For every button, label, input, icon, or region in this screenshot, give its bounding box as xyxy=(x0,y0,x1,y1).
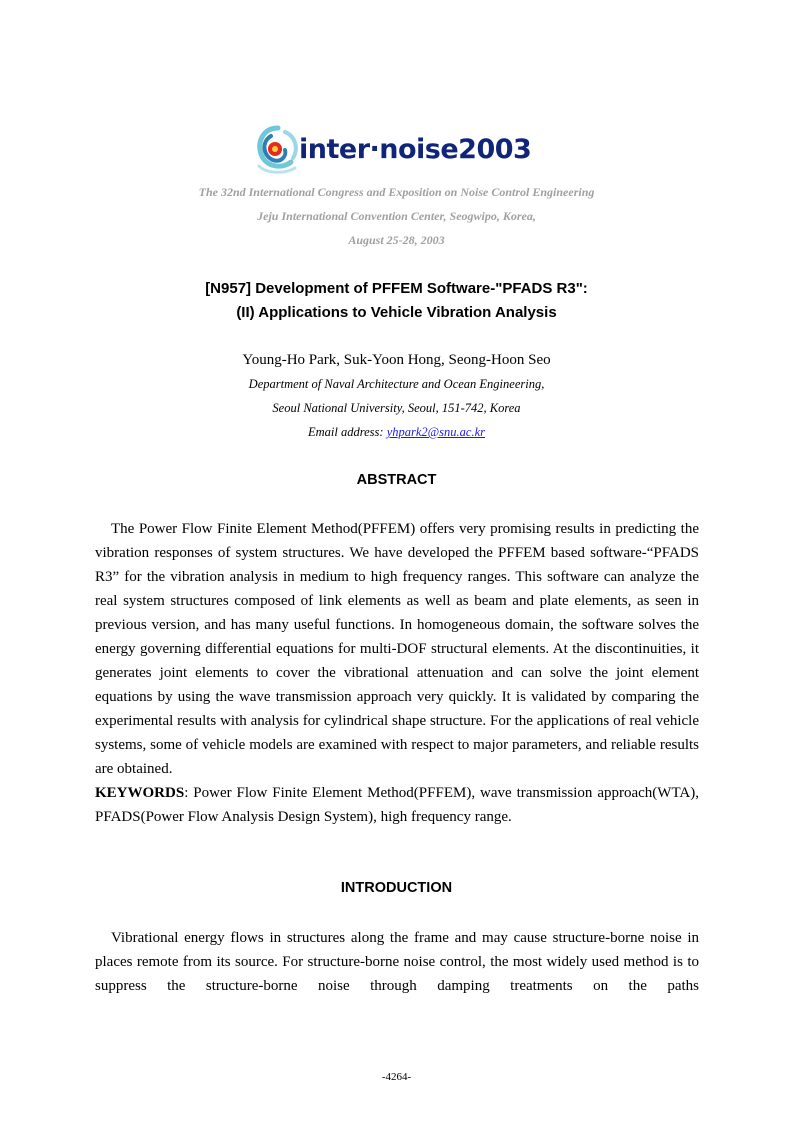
introduction-paragraph: Vibrational energy flows in structures along the frame and may cause structure-borne noise in places remote from its source. For structure-borne noise control, the most widely used method is to suppress the structure-borne noise through damping treatments on the paths xyxy=(95,930,699,994)
keywords-label: KEYWORDS xyxy=(95,785,185,801)
introduction-heading: INTRODUCTION xyxy=(340,880,453,896)
abstract-paragraph: The Power Flow Finite Element Method(PFFEM) offers very promising results in predicting the vibration responses of system structures. We have developed the PFFEM based software-“PFADS R3” for the vibration analysis in medium to high frequency ranges. This software can analyze the real system structures composed of link elements as well as beam and plate elements, as seen in previous version, and has many useful functions. In homogeneous domain, the software solves the energy governing differential equations for multi-DOF structural elements. At the discontinuities, it generates joint elements to cover the vibrational attenuation and can solve the joint element equations by using the wave transmission approach very quickly. It is validated by comparing the experimental results with analysis for cylindrical shape structure. For the applications of real vehicle systems, some of vehicle models are examined with respect to major parameters, and reliable results are obtained. xyxy=(95,521,699,777)
conference-logo xyxy=(255,120,545,180)
logo-wordmark: inter·noise2003 xyxy=(299,134,532,165)
conference-dates: August 25-28, 2003 xyxy=(348,233,445,247)
email-link[interactable]: yhpark2@snu.ac.kr xyxy=(386,425,485,439)
authors: Young-Ho Park, Suk-Yoon Hong, Seong-Hoon Seo xyxy=(242,352,551,368)
paper-title-line2: (II) Applications to Vehicle Vibration Analysis xyxy=(236,304,557,321)
affiliation-line2: Seoul National University, Seoul, 151-742, Korea xyxy=(272,401,521,415)
abstract-heading: ABSTRACT xyxy=(356,472,437,488)
conference-venue: Jeju International Convention Center, Seogwipo, Korea, xyxy=(257,209,536,223)
email-line xyxy=(0,425,793,440)
abstract-body xyxy=(95,517,699,829)
keywords-text: : Power Flow Finite Element Method(PFFEM), wave transmission approach(WTA), PFADS(Power Flow Analysis Design System), high frequency range. xyxy=(95,785,699,825)
affiliation-line1: Department of Naval Architecture and Ocean Engineering, xyxy=(248,377,545,391)
page-number: -4264- xyxy=(381,1071,412,1083)
introduction-body xyxy=(95,926,699,998)
paper-title-line1: [N957] Development of PFFEM Software-"PFADS R3": xyxy=(205,280,588,297)
keywords-paragraph xyxy=(95,781,699,829)
swirl-logo-icon xyxy=(255,122,301,178)
conference-name: The 32nd International Congress and Exposition on Noise Control Engineering xyxy=(198,185,595,199)
email-label: Email address: xyxy=(308,425,387,439)
